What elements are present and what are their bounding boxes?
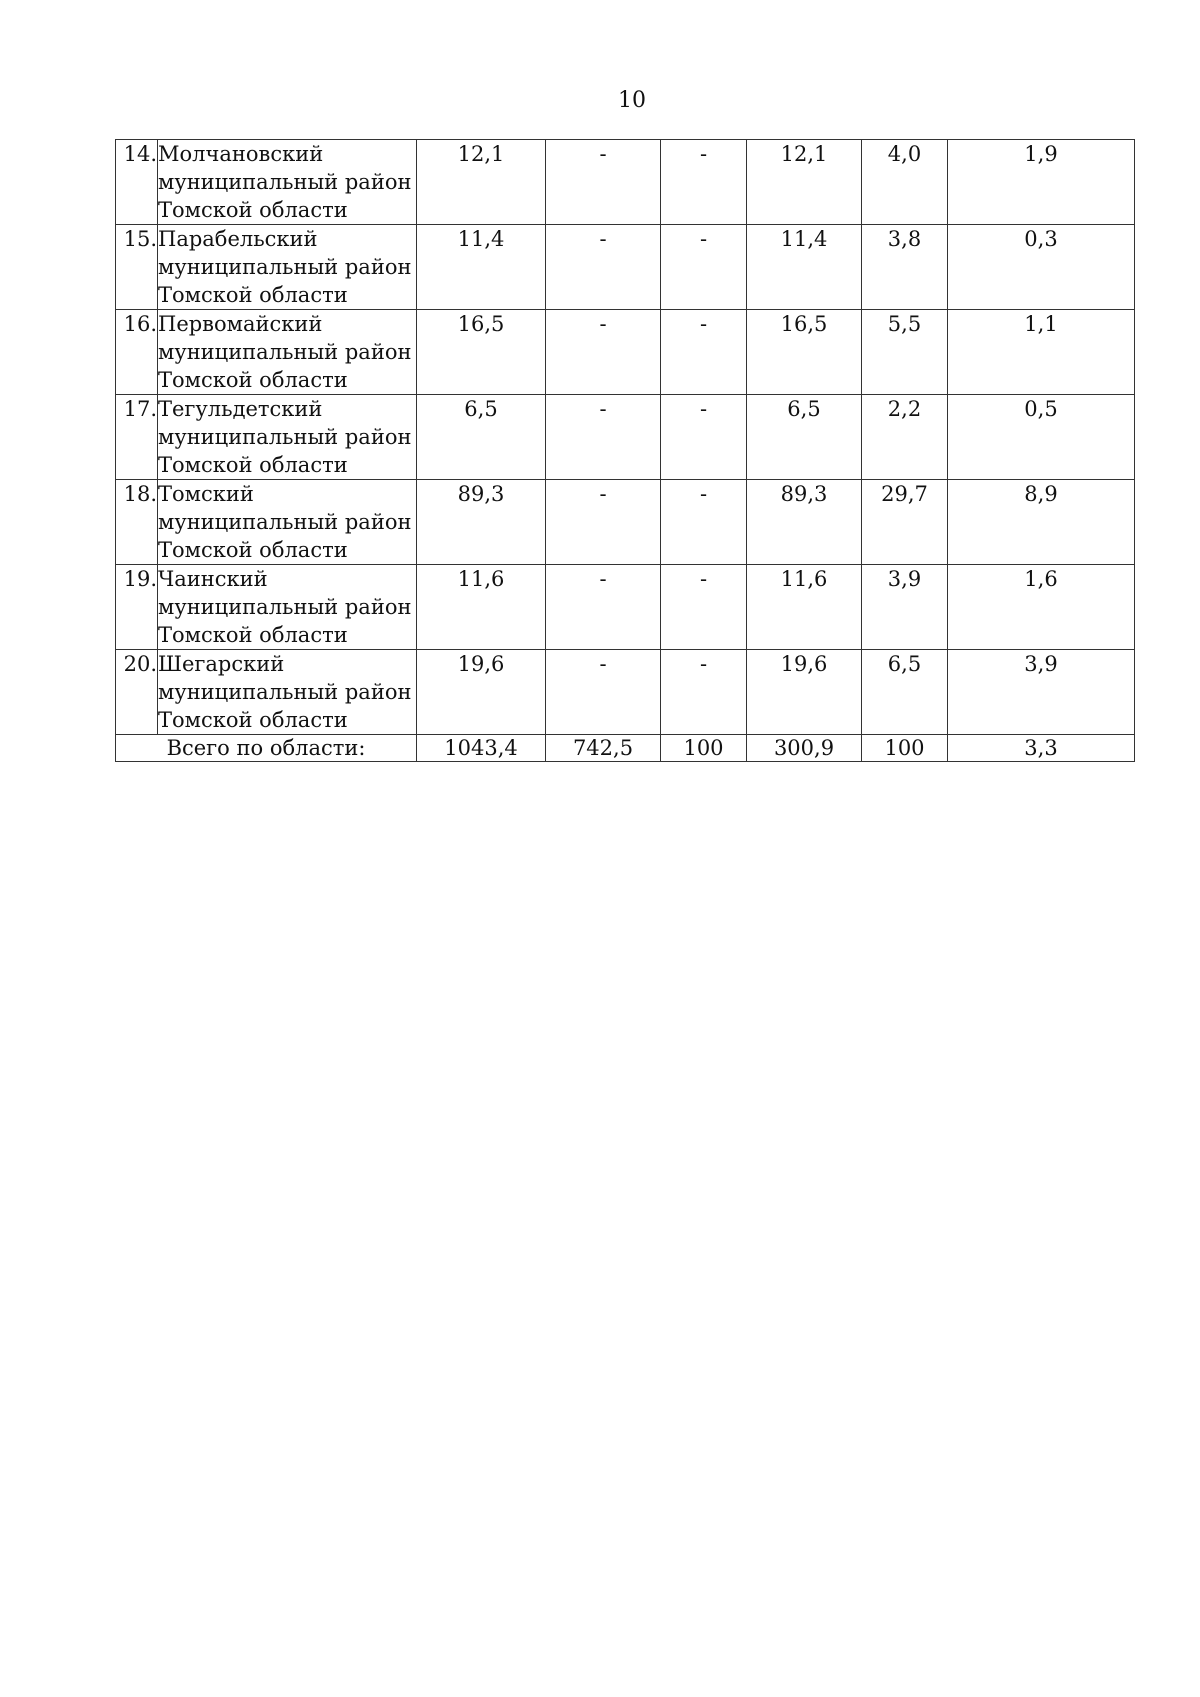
cell-value: 1,9 [948, 140, 1135, 225]
cell-value: - [661, 140, 747, 225]
cell-value: 0,5 [948, 395, 1135, 480]
cell-value: 6,5 [417, 395, 546, 480]
cell-value: 11,6 [417, 565, 546, 650]
cell-value: 11,6 [747, 565, 862, 650]
cell-value: 6,5 [747, 395, 862, 480]
table-row [116, 480, 1135, 565]
cell-value: - [546, 140, 661, 225]
cell-value: 89,3 [747, 480, 862, 565]
cell-value: 12,1 [747, 140, 862, 225]
cell-value: - [546, 395, 661, 480]
table-row [116, 565, 1135, 650]
total-value: 100 [862, 735, 948, 762]
row-number: 18. [116, 480, 158, 565]
total-value: 100 [661, 735, 747, 762]
row-number: 15. [116, 225, 158, 310]
district-name: Чаинский муниципальный район Томской области [158, 565, 417, 650]
table-row [116, 310, 1135, 395]
row-number: 17. [116, 395, 158, 480]
district-name: Молчановский муниципальный район Томской области [158, 140, 417, 225]
cell-value: - [546, 565, 661, 650]
total-value: 742,5 [546, 735, 661, 762]
data-table [115, 139, 1135, 762]
cell-value: 3,8 [862, 225, 948, 310]
cell-value: - [546, 225, 661, 310]
cell-value: 4,0 [862, 140, 948, 225]
cell-value: 3,9 [862, 565, 948, 650]
row-number: 20. [116, 650, 158, 735]
cell-value: 19,6 [417, 650, 546, 735]
table-row [116, 225, 1135, 310]
cell-value: 16,5 [417, 310, 546, 395]
cell-value: 19,6 [747, 650, 862, 735]
total-value: 3,3 [948, 735, 1135, 762]
cell-value: 2,2 [862, 395, 948, 480]
total-label: Всего по области: [116, 735, 417, 762]
row-number: 16. [116, 310, 158, 395]
district-name: Парабельский муниципальный район Томской области [158, 225, 417, 310]
cell-value: 8,9 [948, 480, 1135, 565]
total-value: 1043,4 [417, 735, 546, 762]
cell-value: 89,3 [417, 480, 546, 565]
cell-value: - [661, 650, 747, 735]
cell-value: - [661, 395, 747, 480]
cell-value: - [661, 310, 747, 395]
cell-value: 0,3 [948, 225, 1135, 310]
page-number: 10 [618, 88, 646, 113]
cell-value: 1,6 [948, 565, 1135, 650]
cell-value: - [546, 480, 661, 565]
cell-value: - [661, 225, 747, 310]
table-row [116, 140, 1135, 225]
cell-value: 5,5 [862, 310, 948, 395]
cell-value: - [661, 480, 747, 565]
cell-value: 11,4 [417, 225, 546, 310]
cell-value: - [546, 310, 661, 395]
cell-value: 3,9 [948, 650, 1135, 735]
row-number: 14. [116, 140, 158, 225]
cell-value: 16,5 [747, 310, 862, 395]
district-name: Шегарский муниципальный район Томской области [158, 650, 417, 735]
cell-value: 1,1 [948, 310, 1135, 395]
district-name: Томский муниципальный район Томской области [158, 480, 417, 565]
cell-value: - [661, 565, 747, 650]
cell-value: 12,1 [417, 140, 546, 225]
district-name: Первомайский муниципальный район Томской области [158, 310, 417, 395]
cell-value: - [546, 650, 661, 735]
cell-value: 6,5 [862, 650, 948, 735]
table-row [116, 650, 1135, 735]
row-number: 19. [116, 565, 158, 650]
district-name: Тегульдетский муниципальный район Томской области [158, 395, 417, 480]
total-value: 300,9 [747, 735, 862, 762]
table-row [116, 395, 1135, 480]
cell-value: 11,4 [747, 225, 862, 310]
total-row [116, 735, 1135, 762]
cell-value: 29,7 [862, 480, 948, 565]
